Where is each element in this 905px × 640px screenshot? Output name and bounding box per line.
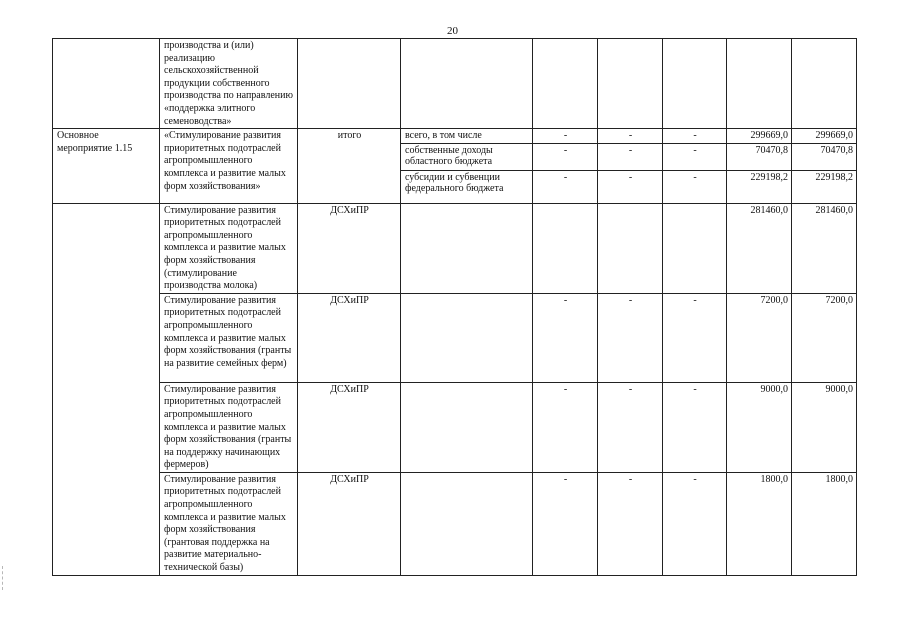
program-table: [52, 38, 857, 576]
cell-value: 229198,2: [727, 170, 792, 203]
cell-value: [663, 203, 727, 293]
cell-executor: [298, 39, 401, 129]
cell-value: -: [663, 382, 727, 472]
cell-executor: ДСХиПР: [298, 203, 401, 293]
cell-value: [598, 203, 663, 293]
cell-value: 299669,0: [727, 129, 792, 143]
cell-value: 1800,0: [792, 472, 857, 575]
cell-value: 1800,0: [727, 472, 792, 575]
cell-value: -: [598, 382, 663, 472]
cell-value: -: [533, 293, 598, 382]
scan-margin-mark: [2, 566, 11, 590]
cell-executor: ДСХиПР: [298, 472, 401, 575]
cell-value: 9000,0: [727, 382, 792, 472]
cell-value: [663, 39, 727, 129]
cell-value: -: [533, 143, 598, 170]
cell-measure-title: «Стимулирование развития приоритетных подотраслей агропромышленного комплекса и развитие малых форм хозяйствования»: [160, 129, 298, 203]
cell-measure-empty: [53, 203, 160, 575]
cell-value: 281460,0: [727, 203, 792, 293]
cell-value: 7200,0: [792, 293, 857, 382]
cell-value: 229198,2: [792, 170, 857, 203]
cell-source: [401, 293, 533, 382]
cell-value: -: [663, 472, 727, 575]
table-row-sub: [53, 382, 857, 472]
cell-description: Стимулирование развития приоритетных подотраслей агропромышленного комплекса и развитие малых форм хозяйствования (стимулирование производства молока): [160, 203, 298, 293]
cell-value: -: [533, 472, 598, 575]
cell-value: 70470,8: [727, 143, 792, 170]
cell-source: [401, 382, 533, 472]
cell-value: [598, 39, 663, 129]
cell-executor: ДСХиПР: [298, 382, 401, 472]
cell-description: производства и (или) реализацию сельскохозяйственной продукции собственного производства по направлению «поддержка элитного семеноводства»: [160, 39, 298, 129]
cell-value: -: [598, 143, 663, 170]
cell-value: -: [663, 293, 727, 382]
cell-value: -: [598, 129, 663, 143]
cell-description: Стимулирование развития приоритетных подотраслей агропромышленного комплекса и развитие малых форм хозяйствования (гранты на развитие семейных ферм): [160, 293, 298, 382]
cell-value: -: [663, 129, 727, 143]
cell-value: -: [598, 170, 663, 203]
table-row-sub: [53, 472, 857, 575]
cell-source: [401, 39, 533, 129]
cell-executor-total: итого: [298, 129, 401, 203]
cell-value: [533, 203, 598, 293]
cell-value: -: [533, 129, 598, 143]
cell-source: субсидии и субвенции федерального бюджета: [401, 170, 533, 203]
cell-source: [401, 203, 533, 293]
cell-value: 9000,0: [792, 382, 857, 472]
cell-value: -: [598, 472, 663, 575]
table-row-sub: [53, 203, 857, 293]
cell-value: [792, 39, 857, 129]
table-row-continuation: [53, 39, 857, 129]
table-row-total: [53, 129, 857, 143]
cell-description: Стимулирование развития приоритетных подотраслей агропромышленного комплекса и развитие малых форм хозяйствования (гранты на поддержку начинающих фермеров): [160, 382, 298, 472]
cell-value: -: [663, 143, 727, 170]
cell-value: [533, 39, 598, 129]
cell-executor: ДСХиПР: [298, 293, 401, 382]
cell-measure-empty: [53, 39, 160, 129]
cell-description: Стимулирование развития приоритетных подотраслей агропромышленного комплекса и развитие малых форм хозяйствования (грантовая поддержка на развитие материально-технической базы): [160, 472, 298, 575]
cell-value: 70470,8: [792, 143, 857, 170]
cell-value: 299669,0: [792, 129, 857, 143]
table-row-sub: [53, 293, 857, 382]
cell-value: 281460,0: [792, 203, 857, 293]
cell-value: 7200,0: [727, 293, 792, 382]
cell-source: всего, в том числе: [401, 129, 533, 143]
cell-value: -: [663, 170, 727, 203]
cell-value: -: [533, 170, 598, 203]
cell-value: -: [533, 382, 598, 472]
cell-measure-name: Основное мероприятие 1.15: [53, 129, 160, 203]
page-number: 20: [447, 25, 458, 37]
cell-source: собственные доходы областного бюджета: [401, 143, 533, 170]
cell-value: -: [598, 293, 663, 382]
cell-value: [727, 39, 792, 129]
cell-source: [401, 472, 533, 575]
